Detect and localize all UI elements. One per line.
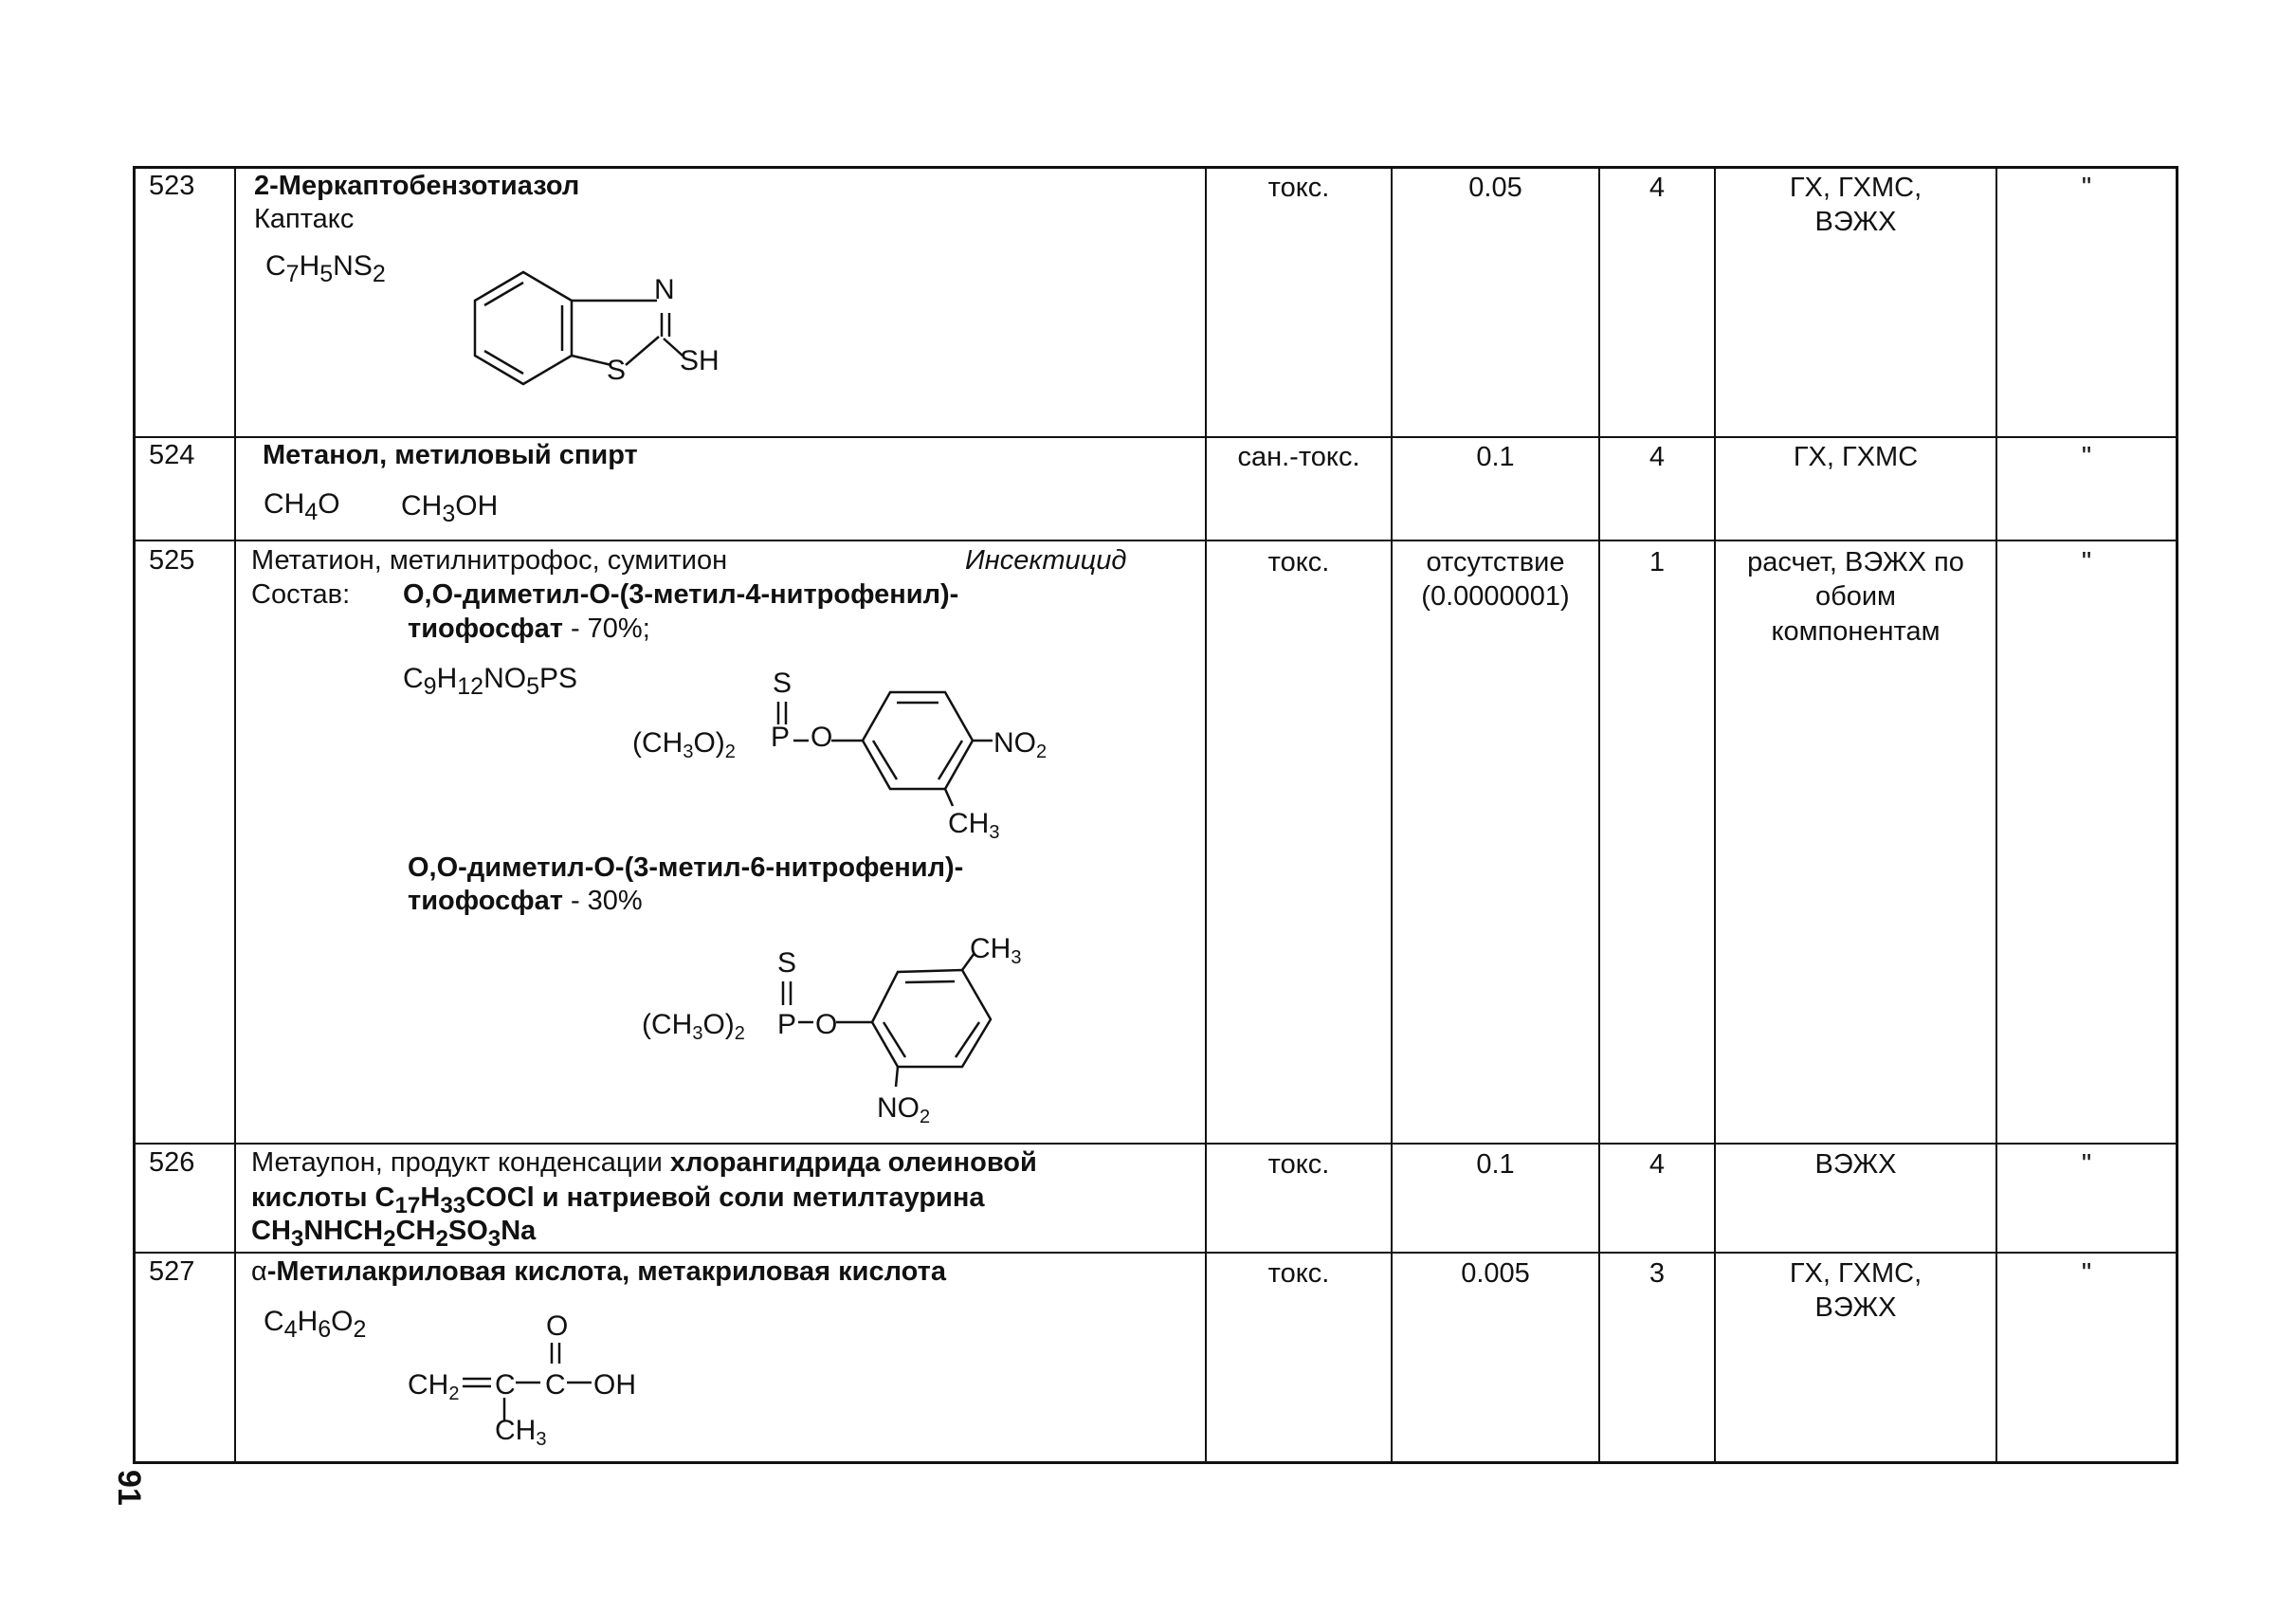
bond [626,337,659,365]
bond [956,1022,979,1057]
bond [945,789,953,806]
col-divider [234,166,236,1464]
row-number: 524 [149,440,195,470]
limit-value: 0.005 [1461,1258,1530,1289]
hazard-class-basis: токс. [1267,173,1330,203]
component-2-name: О,О-диметил-О-(3-метил-6-нитрофенил)- [408,852,964,883]
bond [884,1022,905,1057]
substance-description-line: кислоты $C_{17}H_{33}COCl$ и натриевой соли метилтаурина [251,1182,985,1218]
bond [873,741,897,779]
atom-label: $CH_2$ [408,1369,460,1404]
atom-label: N [654,274,675,305]
substance-description-line: Метаупон, продукт конденсации хлорангидрида олеиновой [251,1147,1037,1178]
benzene-ring [872,970,991,1067]
atom-label: $CH_3$ [495,1415,547,1450]
component-1-share: тиофосфат - 70%; [408,614,650,644]
table-border-bottom [133,1461,2178,1464]
ditto-mark: " [2081,547,2092,577]
atom-label: O [815,1009,838,1040]
analysis-method: ГХ, ГХМС, ВЭЖХ [1789,1258,1922,1324]
table-border-right [2176,166,2178,1464]
atom-label: S [777,947,797,979]
bond [905,981,955,982]
hazard-class-basis: токс. [1267,547,1330,577]
bond [572,356,611,365]
limit-value: 0.1 [1476,442,1515,472]
molecular-formula: $CH_4O$ [264,488,340,525]
atom-label: C [545,1369,566,1401]
atom-label: O [811,722,833,753]
limit-value: 0.1 [1476,1149,1515,1180]
hazard-level: 4 [1649,173,1666,203]
substance-name: 2-Меркаптобензотиазол [254,171,580,201]
substituent-label: $(CH_3O)_2$ [632,727,736,762]
atom-label: S [773,668,793,699]
ditto-mark: " [2081,173,2092,203]
table-border-left [133,166,136,1464]
atom-label: P [771,722,791,753]
hazard-class-basis: токс. [1267,1258,1330,1289]
substituent-label: $CH_3$ [948,808,1000,843]
substance-synonym: Каптакс [254,204,355,234]
page-number: 91 [111,1470,147,1506]
molecular-formula: $C_9H_{12}NO_5PS$ [403,663,577,700]
row-divider [133,1143,2178,1145]
ditto-mark: " [2081,1258,2092,1289]
component-1-name: О,О-диметил-О-(3-метил-4-нитрофенил)- [403,579,959,610]
hazard-level: 3 [1649,1258,1666,1289]
substituent-label: $(CH_3O)_2$ [642,1009,745,1044]
benzene-ring [475,272,572,384]
component-2-share: тиофосфат - 30% [408,886,643,916]
substance-name: Метанол, метиловый спирт [263,440,638,470]
hazard-class-basis: сан.-токс. [1237,442,1360,472]
methacrylic-acid-structure [406,1309,652,1451]
atom-label: O [546,1310,569,1342]
analysis-method: ВЭЖХ [1814,1149,1897,1180]
ditto-mark: " [2081,442,2092,472]
benzothiazole-structure [469,251,754,389]
substituent-label: $CH_3$ [970,933,1022,968]
row-number: 527 [149,1256,195,1287]
substance-category: Инсектицид [965,545,1127,576]
bond [484,283,523,305]
bond [484,351,523,374]
bond [938,741,962,779]
limit-value: 0.05 [1468,173,1522,203]
substance-description-line: $CH_3NHCH_2CH_2SO_3Na$ [251,1216,537,1252]
hazard-class-basis: токс. [1267,1149,1330,1180]
atom-label: SH [680,345,720,376]
substituent-label: $NO_2$ [993,727,1048,762]
atom-label: OH [593,1369,636,1401]
molecular-formula: $C_4H_6O_2$ [264,1306,367,1343]
atom-label: P [777,1009,797,1040]
thiophosphate-6-nitro-structure [640,929,1057,1138]
row-number: 523 [149,171,195,201]
hazard-level: 1 [1649,547,1666,577]
row-number: 525 [149,545,195,576]
limit-value: отсутствие (0.0000001) [1421,547,1570,613]
composition-label: Состав: [251,579,351,610]
substance-name: Метатион, метилнитрофос, сумитион [251,545,728,576]
substituent-label: $NO_2$ [877,1092,931,1127]
bond [896,1067,898,1087]
analysis-method: расчет, ВЭЖХ по обоим компонентам [1747,547,1964,647]
ditto-mark: " [2081,1149,2092,1180]
benzene-ring [863,692,973,789]
analysis-method: ГХ, ГХМС [1793,442,1919,472]
thiophosphate-4-nitro-structure [630,664,1066,844]
hazard-level: 4 [1649,1149,1666,1180]
analysis-method: ГХ, ГХМС, ВЭЖХ [1789,173,1922,238]
row-number: 526 [149,1147,195,1178]
atom-label: C [495,1369,516,1401]
molecular-formula: $C_7H_5NS_2$ [265,250,386,287]
row-divider [133,540,2178,541]
atom-label: S [607,355,627,386]
substance-name: α-Метилакриловая кислота, метакриловая кислота [251,1256,946,1287]
structural-formula: $CH_3OH$ [401,490,499,527]
hazard-level: 4 [1649,442,1666,472]
